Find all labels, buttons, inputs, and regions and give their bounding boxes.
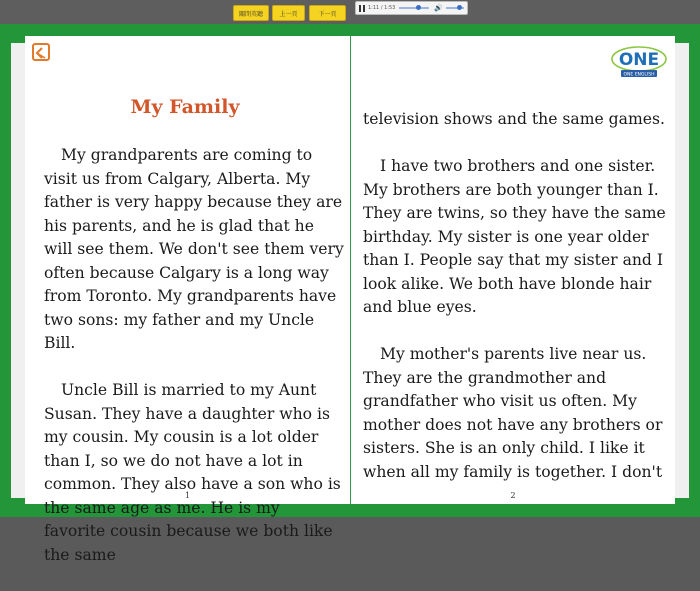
paragraph: My mother's parents live near us. They are the grandmother and grandfather who visit us often. My mother does not have any brothers or sisters. She is an only child. I like it when all my family is together. I don't	[363, 345, 663, 481]
right-page-text	[363, 108, 668, 508]
back-arrow-icon[interactable]	[32, 43, 50, 61]
page-number: 1	[184, 491, 191, 500]
audio-player	[355, 1, 468, 15]
logo-subtext: ONE ENGLISH	[623, 72, 655, 78]
audio-time: 1:11 / 1:53	[368, 5, 396, 11]
volume-handle[interactable]	[457, 5, 462, 10]
right-page	[350, 36, 675, 504]
left-page-text	[44, 144, 344, 591]
paragraph: television shows and the same games.	[363, 110, 665, 128]
pause-icon[interactable]	[359, 5, 365, 12]
close-listening-button[interactable]: 關閉英聽	[233, 5, 269, 21]
logo-text: ONE	[618, 50, 660, 70]
paragraph: Uncle Bill is married to my Aunt Susan. They have a daughter who is my cousin. My cousin is a lot older than I, so we do not have a lot in common. They also have a son who is the same age as me. He is my favorite cousin because we both like the same	[44, 381, 341, 564]
seek-handle[interactable]	[416, 5, 421, 10]
page-title: My Family	[130, 96, 240, 118]
paragraph: I have two brothers and one sister. My brothers are both younger than I. They are twins, so they have the same birthday. My sister is one year older than I. People say that my sister and I look alike. We both have blonde hair and blue eyes.	[363, 157, 666, 316]
page-number: 2	[510, 491, 516, 500]
seek-bar[interactable]	[399, 7, 429, 9]
one-english-logo	[609, 40, 669, 80]
paragraph: My grandparents are coming to visit us from Calgary, Alberta. My father is very happy because they are his parents, and he is glad that he will see them. We don't see them very often because Calgary is a long way from Toronto. My grandparents have two sons: my father and my Uncle Bill.	[44, 146, 344, 352]
top-toolbar	[0, 0, 700, 24]
volume-icon[interactable]: 🔊	[434, 4, 444, 12]
previous-page-button[interactable]: 上一頁	[272, 5, 305, 21]
next-page-button[interactable]: 下一頁	[309, 5, 346, 21]
volume-slider[interactable]	[446, 7, 464, 9]
left-page	[25, 36, 350, 564]
